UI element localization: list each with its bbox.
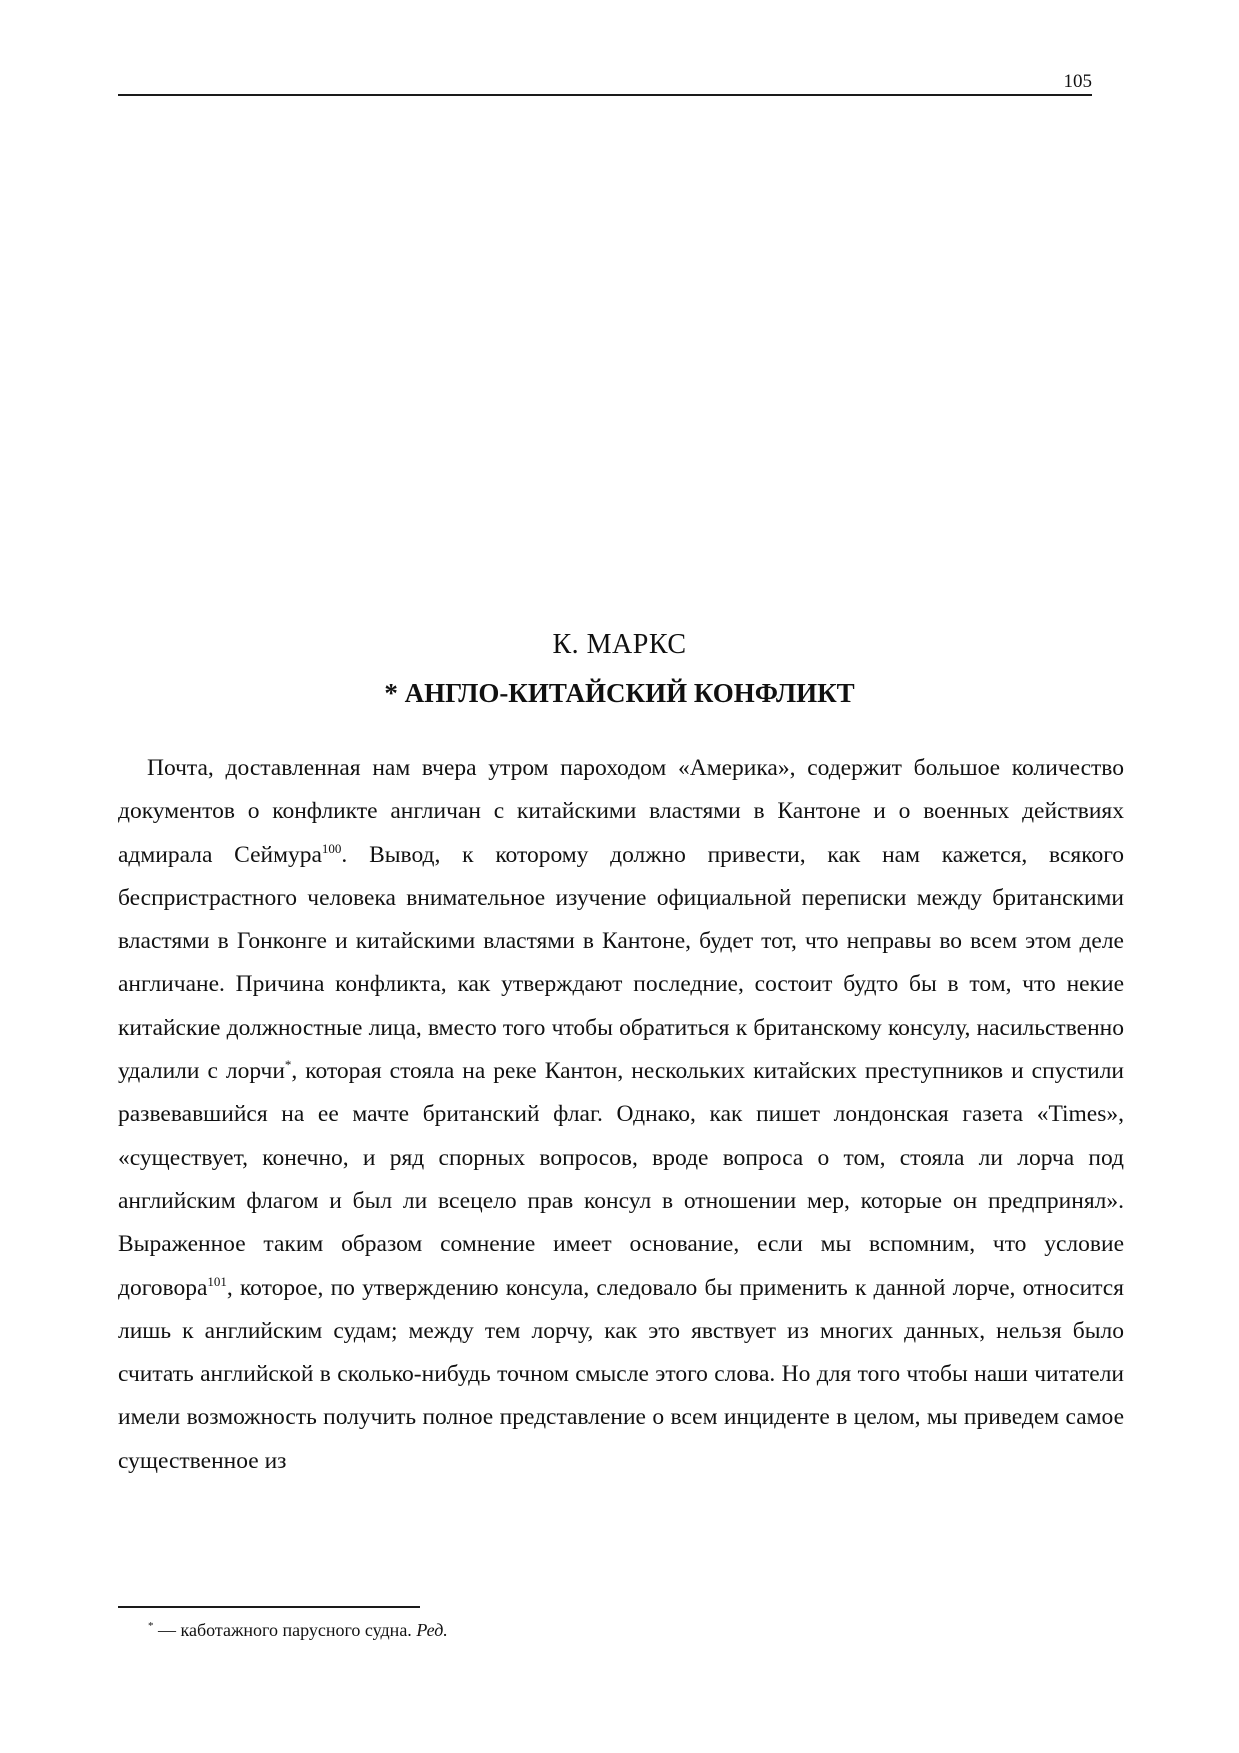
reference-100: 100 <box>321 840 342 856</box>
body-text-part-1: Почта, доставленная нам вчера утром пароходом «Америка», содержит большое количество документов о конфликте англичан с китайскими властями в Кантоне и о военных действиях адмирала Сеймура <box>118 755 1124 868</box>
footnote <box>148 1618 448 1642</box>
article-title: * АНГЛО-КИТАЙСКИЙ КОНФЛИКТ <box>384 678 855 708</box>
article-body-paragraph <box>118 747 1124 1483</box>
article-author: К. МАРКС <box>552 629 687 660</box>
footnote-text: — каботажного парусного судна. <box>153 1620 417 1640</box>
reference-101: 101 <box>207 1273 227 1289</box>
footnote-editor-mark: Ред. <box>416 1620 448 1640</box>
footnote-marker: * <box>148 1620 154 1632</box>
page-number: 105 <box>1063 71 1092 92</box>
header-rule <box>118 94 1092 96</box>
body-text-part-2: . Вывод, к которому должно привести, как нам кажется, всякого беспристрастного человека внимательное изучение официальной переписки между британскими властями в Гонконге и китайскими властями в Кантоне, будет тот, что неправы во всем этом деле англичане. Причина конфликта, как утверждают последние, состоит будто бы в том, что некие китайские должностные лица, вместо того чтобы обратиться к британскому консулу, насильственно удалили с лорчи <box>118 841 1124 1085</box>
footnote-rule <box>118 1606 420 1608</box>
body-text-part-3: , которая стояла на реке Кантон, нескольких китайских преступников и спустили развевавшийся на ее мачте британский флаг. Однако, как пишет лондонская газета «Times», «существует, конечно, и ряд спорных вопросов, вроде вопроса о том, стояла ли лорча под английским флагом и был ли всецело прав консул в отношении мер, которые он предпринял». Выраженное таким образом сомнение имеет основание, если мы вспомним, что условие договора <box>118 1058 1124 1301</box>
body-text-part-4: , которое, по утверждению консула, следовало бы применить к данной лорче, относится лишь к английским судам; между тем лорчу, как это явствует из многих данных, нельзя было считать английской в сколько-нибудь точном смысле этого слова. Но для того чтобы наши читатели имели возможность получить полное представление о всем инциденте в целом, мы приведем самое существенное из <box>118 1274 1124 1474</box>
footnote-marker: * <box>284 1057 292 1073</box>
